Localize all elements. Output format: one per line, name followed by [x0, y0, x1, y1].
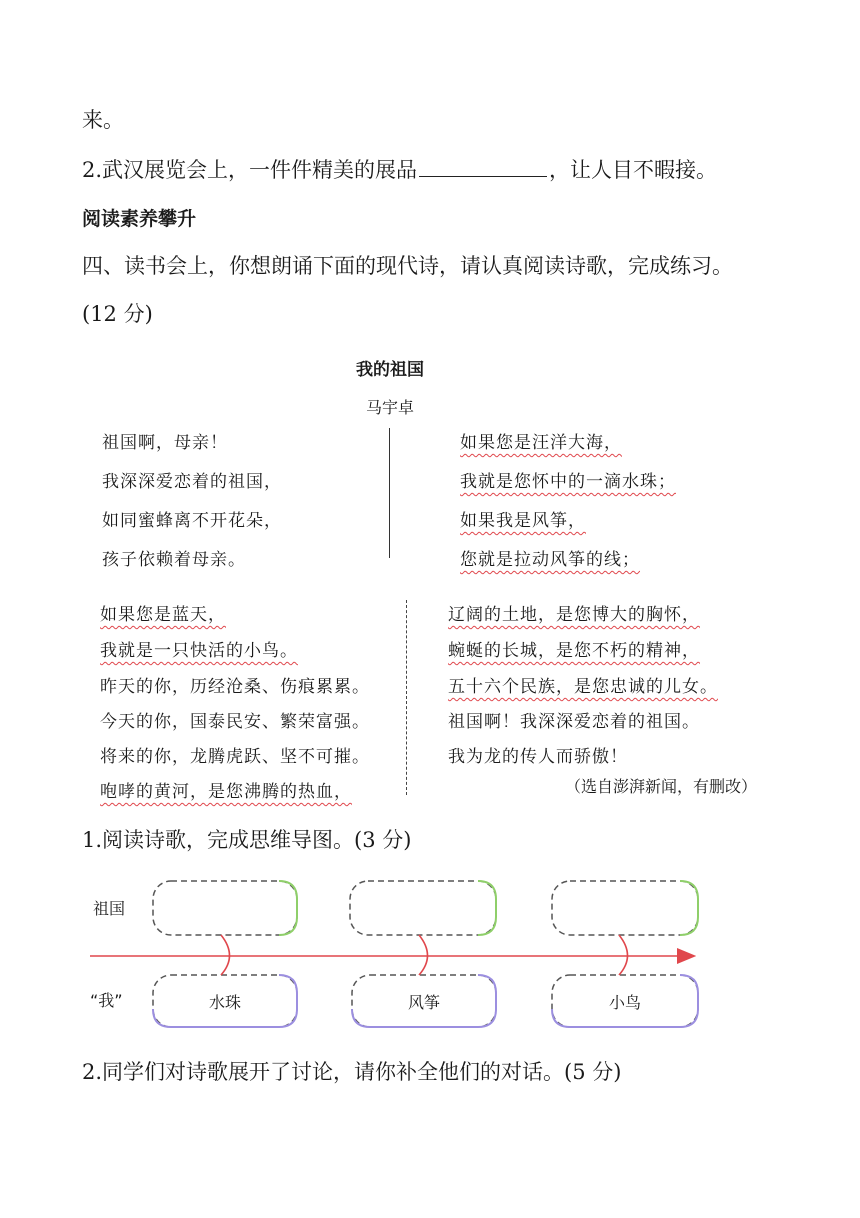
poem-line-underlined: 如果我是风筝， — [460, 511, 586, 531]
poem-line-underlined: 辽阔的土地，是您博大的胸怀， — [448, 605, 700, 625]
poem-line-underlined: 我就是一只快活的小鸟。 — [100, 641, 298, 661]
text-line-continuation: 来。 — [82, 108, 124, 132]
section-heading: 阅读素养攀升 — [82, 208, 197, 230]
mind-map-item: 小鸟 — [608, 993, 641, 1012]
connector-2 — [419, 935, 428, 975]
answer-box-3[interactable] — [552, 881, 698, 935]
poem-author: 马宇卓 — [365, 398, 414, 417]
answer-box-1[interactable] — [153, 881, 297, 935]
question-4-points: (12 分) — [82, 302, 153, 326]
poem-line: 今天的你，国泰民安、繁荣富强。 — [100, 712, 370, 732]
poem-line-underlined: 如果您是蓝天， — [100, 605, 226, 625]
poem-line-underlined: 您就是拉动风筝的线； — [460, 550, 640, 570]
poem-line: 昨天的你，历经沧桑、伤痕累累。 — [100, 677, 370, 697]
question-4-text: 四、读书会上，你想朗诵下面的现代诗，请认真阅读诗歌，完成练习。 — [82, 254, 733, 278]
question-1-text: 1.阅读诗歌，完成思维导图。(3 分) — [82, 828, 412, 852]
poem-line: 将来的你，龙腾虎跃、坚不可摧。 — [100, 747, 370, 767]
poem-line: 孩子依赖着母亲。 — [102, 550, 246, 570]
answer-box-2[interactable] — [350, 881, 496, 935]
poem-line: 如同蜜蜂离不开花朵， — [102, 511, 282, 531]
question-2-text-after: ，让人目不暇接。 — [549, 158, 718, 182]
question-2-text: 2.同学们对诗歌展开了讨论，请你补全他们的对话。(5 分) — [82, 1060, 622, 1084]
connector-3 — [619, 935, 628, 975]
poem-title: 我的祖国 — [356, 360, 424, 380]
mind-map-label-top: 祖国 — [93, 899, 126, 918]
poem-line-underlined: 我就是您怀中的一滴水珠； — [460, 472, 676, 492]
poem-line-underlined: 如果您是汪洋大海， — [460, 433, 622, 453]
poem-line: 祖国啊！我深深爱恋着的祖国。 — [448, 712, 700, 732]
poem-line: 我深深爱恋着的祖国， — [102, 472, 282, 492]
mind-map-item: 风筝 — [407, 993, 440, 1012]
poem-source: （选自澎湃新闻，有删改） — [565, 777, 758, 796]
poem-line: 祖国啊，母亲！ — [102, 433, 228, 453]
mind-map-label-bottom: “我” — [90, 991, 123, 1010]
poem-line-underlined: 咆哮的黄河，是您沸腾的热血， — [100, 782, 352, 802]
poem-line-underlined: 五十六个民族，是您忠诚的儿女。 — [448, 677, 718, 697]
question-2-text-before: 2.武汉展览会上，一件件精美的展品 — [82, 158, 418, 182]
poem-line: 我为龙的传人而骄傲！ — [448, 747, 628, 767]
poem-line-underlined: 蜿蜒的长城，是您不朽的精神， — [448, 641, 700, 661]
connector-1 — [221, 935, 230, 975]
mind-map-item: 水珠 — [208, 993, 241, 1012]
